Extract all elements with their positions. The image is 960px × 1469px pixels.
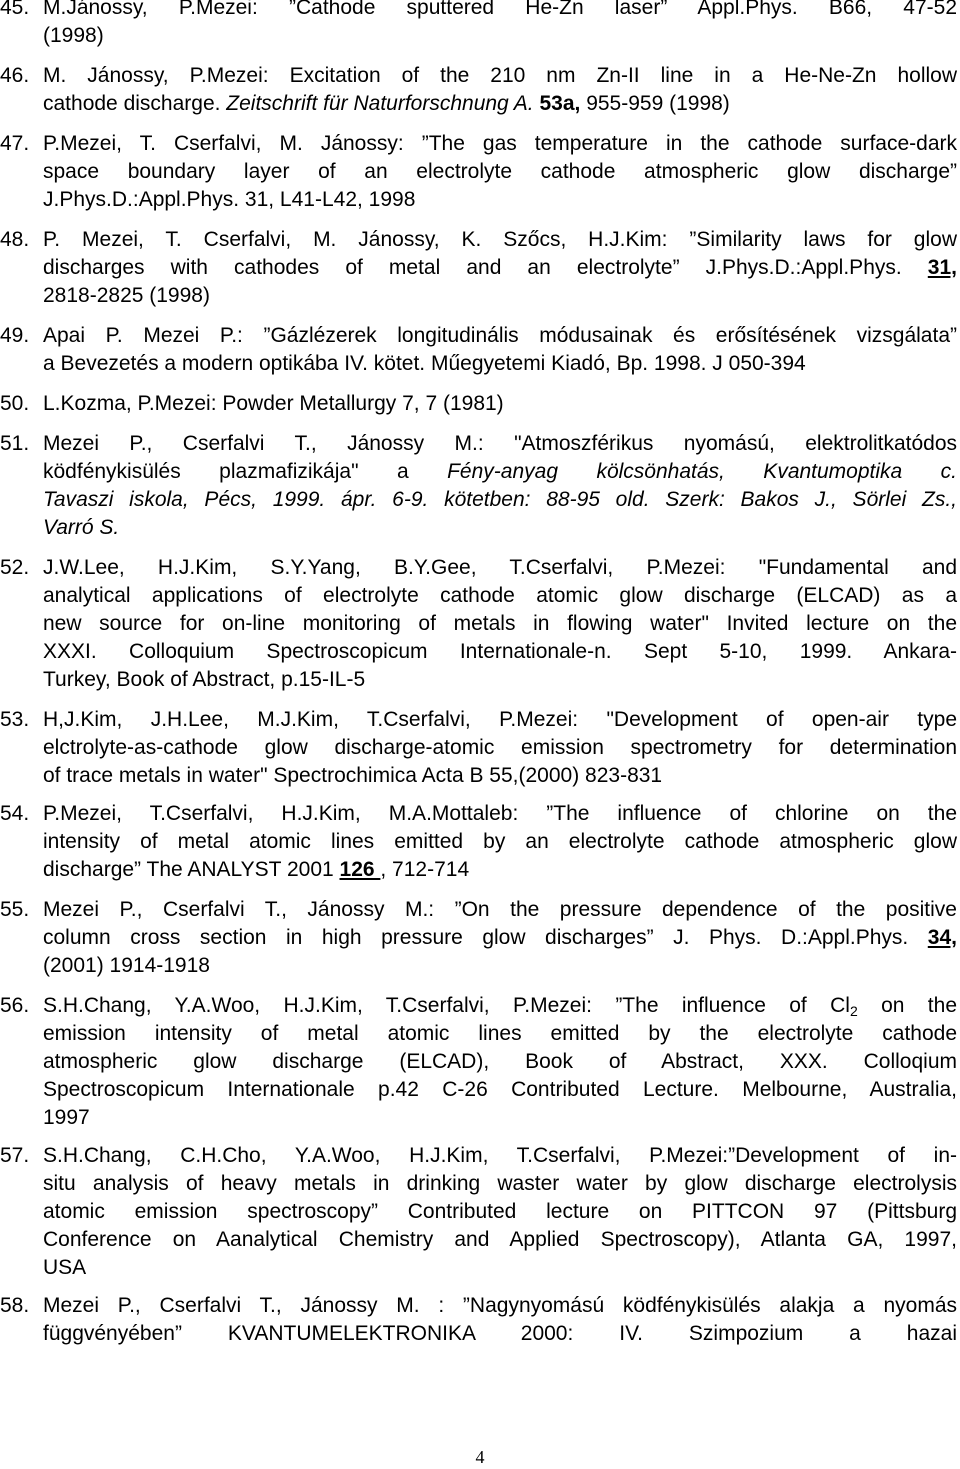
ref-56-line-4: Spectroscopicum Internationale p.42 C-26 Contributed Lecture. Melbourne, Australia, — [43, 1078, 957, 1101]
ref-54-line-3 — [0, 856, 957, 884]
ref-number: 48. — [0, 228, 30, 251]
ref-text: ködfénykisülés plazmafizikája" a — [43, 460, 448, 483]
ref-56-line-5: 1997 — [43, 1106, 90, 1129]
ref-text: H,J.Kim, J.H.Lee, M.J.Kim, T.Cserfalvi, P.Mezei: "Development of open-air type — [43, 708, 957, 731]
ref-47-line-2: space boundary layer of an electrolyte cathode atmospheric glow discharge” — [43, 160, 957, 183]
ref-text: P. Mezei, T. Cserfalvi, M. Jánossy, K. Szőcs, H.J.Kim: ”Similarity laws for glow — [43, 228, 957, 251]
ref-text: Mezei P., Cserfalvi T., Jánossy M. : ”Nagynyomású ködfénykisülés alakja a nyomás — [43, 1294, 957, 1317]
ref-number: 50. — [0, 392, 30, 415]
ref-48-line-2 — [0, 254, 957, 282]
journal-name: Zeitschrift für Naturforschnung A. — [226, 92, 534, 115]
ref-56-line-1 — [0, 992, 957, 1020]
ref-51-line-3: Tavaszi iskola, Pécs, 1999. ápr. 6-9. kötetben: 88-95 old. Szerk: Bakos J., Sörlei Zs., — [43, 488, 957, 511]
ref-52-line-4: XXXI. Colloquium Spectroscopicum Internationale-n. Sept 5-10, 1999. Ankara- — [43, 640, 957, 663]
ref-text: S.H.Chang, C.H.Cho, Y.A.Woo, H.J.Kim, T.Cserfalvi, P.Mezei:”Development of in- — [43, 1144, 957, 1167]
ref-text: Apai P. Mezei P.: ”Gázlézerek longitudinális módusainak és erősítésének vizsgálata” — [43, 324, 957, 347]
ref-58-line-2: függvényében” KVANTUMELEKTRONIKA 2000: IV. Szimpozium a hazai — [43, 1322, 957, 1345]
ref-57-line-3: atomic emission spectroscopy” Contributed lecture on PITTCON 97 (Pittsburg — [43, 1200, 957, 1223]
ref-number: 47. — [0, 132, 30, 155]
ref-52-line-1 — [0, 554, 957, 582]
ref-52-line-5: Turkey, Book of Abstract, p.15-IL-5 — [43, 668, 366, 691]
ref-52-line-2: analytical applications of electrolyte cathode atomic glow discharge (ELCAD) as a — [43, 584, 957, 607]
ref-45-line-2: (1998) — [43, 24, 104, 47]
ref-55-line-2 — [0, 924, 957, 952]
ref-number: 46. — [0, 64, 30, 87]
volume: 126 — [339, 858, 381, 881]
ref-54-line-1 — [0, 800, 957, 828]
ref-number: 51. — [0, 432, 30, 455]
ref-51-line-2 — [0, 458, 957, 486]
ref-56-line-2: emission intensity of metal atomic lines emitted by the electrolyte cathode — [43, 1022, 957, 1045]
ref-text: 955-959 (1998) — [580, 92, 730, 115]
ref-53-line-3: of trace metals in water" Spectrochimica Acta B 55,(2000) 823-831 — [43, 764, 663, 787]
ref-text: discharge” The ANALYST 2001 — [43, 858, 340, 881]
ref-51-line-1 — [0, 430, 957, 458]
ref-57-line-1 — [0, 1142, 957, 1170]
ref-number: 58. — [0, 1294, 30, 1317]
ref-57-line-5: USA — [43, 1256, 87, 1279]
ref-53-line-1 — [0, 706, 957, 734]
ref-45-line-1 — [0, 0, 957, 22]
ref-48-line-3: 2818-2825 (1998) — [43, 284, 210, 307]
ref-51-line-4: Varró S. — [43, 516, 120, 539]
ref-text: Mezei P., Cserfalvi T., Jánossy M.: ”On the pressure dependence of the positive — [43, 898, 957, 921]
ref-55-line-1 — [0, 896, 957, 924]
ref-text: S.H.Chang, Y.A.Woo, H.J.Kim, T.Cserfalvi, P.Mezei: ”The influence of Cl — [43, 994, 850, 1017]
ref-46-line-1 — [0, 62, 957, 90]
ref-52-line-3: new source for on-line monitoring of metals in flowing water" Invited lecture on the — [43, 612, 957, 635]
ref-49-line-2: a Bevezetés a modern optikába IV. kötet. Műegyetemi Kiadó, Bp. 1998. J 050-394 — [43, 352, 806, 375]
volume: 31, — [927, 256, 957, 279]
ref-number: 52. — [0, 556, 30, 579]
subscript: 2 — [849, 1003, 858, 1019]
volume: 53a, — [539, 92, 581, 115]
page-number: 4 — [475, 1447, 485, 1467]
book-title: Fény-anyag kölcsönhatás, Kvantumoptika c. — [447, 460, 957, 483]
ref-text: , 712-714 — [380, 858, 470, 881]
ref-text: Mezei P., Cserfalvi T., Jánossy M.: "Atmoszférikus nyomású, elektrolitkatódos — [43, 432, 957, 455]
ref-number: 56. — [0, 994, 30, 1017]
ref-number: 49. — [0, 324, 30, 347]
ref-47-line-3: J.Phys.D.:Appl.Phys. 31, L41-L42, 1998 — [43, 188, 416, 211]
ref-number: 54. — [0, 802, 30, 825]
ref-number: 53. — [0, 708, 30, 731]
ref-text: discharges with cathodes of metal and an electrolyte” J.Phys.D.:Appl.Phys. — [43, 256, 902, 279]
ref-56-line-3: atmospheric glow discharge (ELCAD), Book of Abstract, XXX. Colloqium — [43, 1050, 957, 1073]
ref-number: 55. — [0, 898, 30, 921]
ref-46-line-2 — [0, 90, 957, 118]
ref-text: J.W.Lee, H.J.Kim, S.Y.Yang, B.Y.Gee, T.Cserfalvi, P.Mezei: "Fundamental and — [43, 556, 957, 579]
ref-50-line-1 — [0, 390, 957, 418]
ref-text: P.Mezei, T.Cserfalvi, H.J.Kim, M.A.Mottaleb: ”The influence of chlorine on the — [43, 802, 957, 825]
ref-text: column cross section in high pressure glow discharges” J. Phys. D.:Appl.Phys. — [43, 926, 909, 949]
ref-text: L.Kozma, P.Mezei: Powder Metallurgy 7, 7 (1981) — [43, 392, 504, 415]
volume: 34, — [927, 926, 957, 949]
ref-49-line-1 — [0, 322, 957, 350]
ref-55-line-3: (2001) 1914-1918 — [43, 954, 210, 977]
ref-text: M. Jánossy, P.Mezei: Excitation of the 210 nm Zn-II line in a He-Ne-Zn hollow — [43, 64, 957, 87]
ref-58-line-1 — [0, 1292, 957, 1320]
ref-text: M.Jánossy, P.Mezei: ”Cathode sputtered He-Zn laser” Appl.Phys. B66, 47-52 — [43, 0, 957, 19]
ref-57-line-4: Conference on Aanalytical Chemistry and Applied Spectroscopy), Atlanta GA, 1997, — [43, 1228, 957, 1251]
ref-53-line-2: elctrolyte-as-cathode glow discharge-atomic emission spectrometry for determination — [43, 736, 957, 759]
ref-text: cathode discharge. — [43, 92, 227, 115]
ref-54-line-2: intensity of metal atomic lines emitted by an electrolyte cathode atmospheric glow — [43, 830, 957, 853]
ref-57-line-2: situ analysis of heavy metals in drinking waster water by glow discharge electrolysis — [43, 1172, 957, 1195]
ref-text: on the — [857, 994, 957, 1017]
ref-48-line-1 — [0, 226, 957, 254]
ref-47-line-1 — [0, 130, 957, 158]
ref-text: P.Mezei, T. Cserfalvi, M. Jánossy: ”The gas temperature in the cathode surface-dark — [43, 132, 957, 155]
ref-number: 45. — [0, 0, 30, 19]
ref-number: 57. — [0, 1144, 30, 1167]
